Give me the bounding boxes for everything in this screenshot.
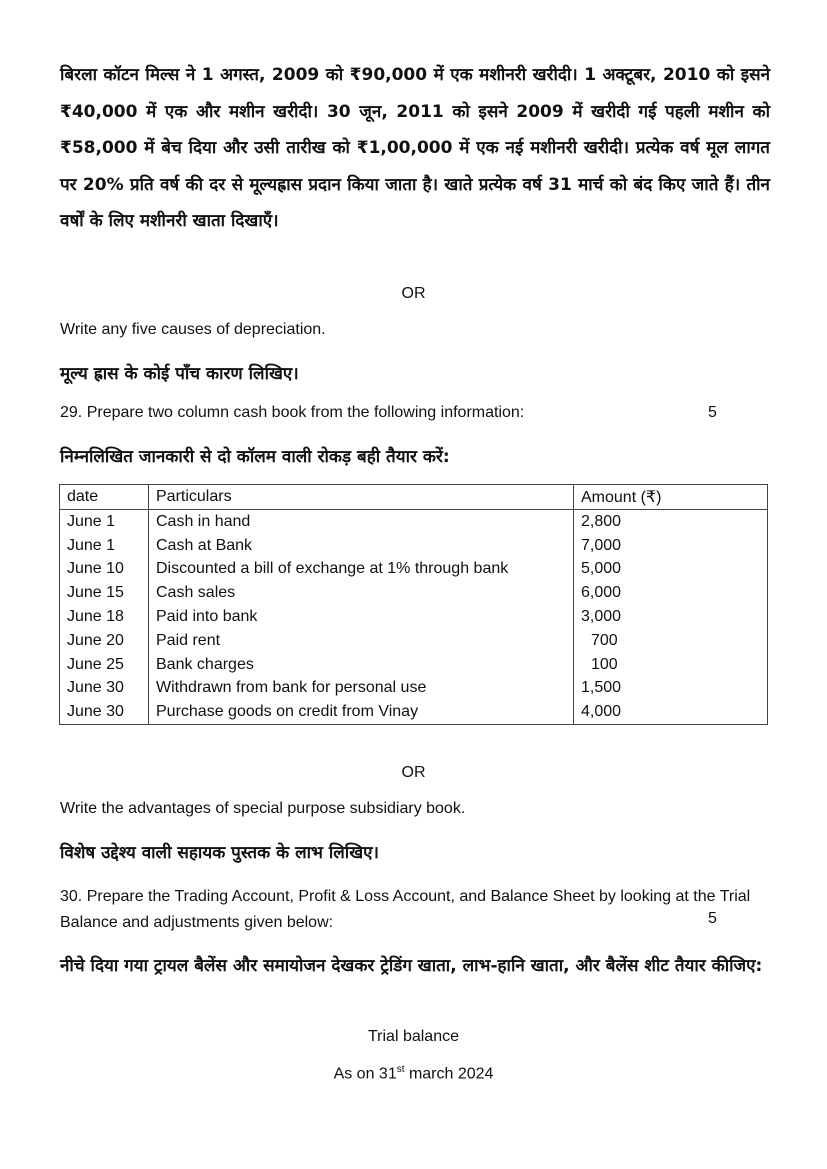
table-row: [60, 534, 768, 558]
or-separator-2: OR: [401, 764, 426, 781]
cash-transactions-table: [59, 484, 768, 725]
row-particulars: Cash sales: [149, 581, 574, 605]
row-amount: 1,500: [574, 677, 768, 701]
q29-hindi: निम्नलिखित जानकारी से दो कॉलम वाली रोकड़ बही तैयार करें:: [60, 447, 450, 467]
row-amount: 4,000: [574, 700, 768, 724]
row-particulars: Cash at Bank: [149, 534, 574, 558]
table-row: [60, 700, 768, 724]
header-date: date: [60, 485, 149, 510]
row-particulars: Paid into bank: [149, 605, 574, 629]
row-amount: 7,000: [574, 534, 768, 558]
table-row: [60, 510, 768, 534]
row-date: June 15: [60, 581, 149, 605]
row-date: June 18: [60, 605, 149, 629]
q30-english: 30. Prepare the Trading Account, Profit & Loss Account, and Balance Sheet by looking at the Trial Balance and adjustments given below:: [60, 888, 751, 931]
row-particulars: Paid rent: [149, 629, 574, 653]
row-amount-value: 700: [591, 631, 618, 649]
row-amount: [574, 629, 768, 653]
table-row: [60, 653, 768, 677]
table-header-row: [60, 485, 768, 510]
q29-marks: 5: [708, 404, 717, 421]
q28-alt-hindi: मूल्य ह्रास के कोई पाँच कारण लिखिए।: [60, 364, 299, 384]
row-date: June 1: [60, 510, 149, 534]
q28-hindi-text: बिरला कॉटन मिल्स ने 1 अगस्त, 2009 को ₹90,000 में एक मशीनरी खरीदी। 1 अक्टूबर, 2010 को इसने ₹40,000 में एक और मशीन खरीदी। 30 जून, 2011 को इसने 2009 में खरीदी गई पहली मशीन को ₹58,000 में बेच दिया और उसी तारीख को ₹1,00,000 में एक नई मशीनरी खरीदी। प्रत्येक वर्ष मूल लागत पर 20% प्रति वर्ष की दर से मूल्यह्रास प्रदान किया जाता है। खाते प्रत्येक वर्ष 31 मार्च को बंद किए जाते हैं। तीन वर्षों के लिए मशीनरी खाता दिखाएँ।: [60, 65, 770, 231]
table-row: [60, 581, 768, 605]
row-particulars: Discounted a bill of exchange at 1% through bank: [149, 558, 574, 582]
header-particulars: Particulars: [149, 485, 574, 510]
q29-alt-english: Write the advantages of special purpose subsidiary book.: [60, 800, 466, 817]
q29-english: 29. Prepare two column cash book from the following information:: [60, 404, 525, 421]
row-date: June 25: [60, 653, 149, 677]
or-separator-1: OR: [401, 285, 426, 302]
trial-balance-date: As on 31st march 2024: [333, 1064, 494, 1083]
q30-marks: 5: [708, 910, 717, 927]
row-particulars: Bank charges: [149, 653, 574, 677]
row-amount: 5,000: [574, 558, 768, 582]
table-row: [60, 629, 768, 653]
row-date: June 10: [60, 558, 149, 582]
row-particulars: Withdrawn from bank for personal use: [149, 677, 574, 701]
q28-alt-english: Write any five causes of depreciation.: [60, 321, 326, 338]
row-amount: 6,000: [574, 581, 768, 605]
q29-alt-hindi: विशेष उद्देश्य वाली सहायक पुस्तक के लाभ लिखिए।: [60, 843, 379, 863]
row-particulars: Cash in hand: [149, 510, 574, 534]
header-amount: Amount (₹): [574, 485, 768, 510]
row-amount: [574, 653, 768, 677]
trial-balance-title: Trial balance: [367, 1028, 459, 1045]
row-amount-value: 100: [591, 655, 618, 673]
row-date: June 1: [60, 534, 149, 558]
table-row: [60, 605, 768, 629]
row-date: June 20: [60, 629, 149, 653]
row-particulars: Purchase goods on credit from Vinay: [149, 700, 574, 724]
table-row: [60, 677, 768, 701]
table-row: [60, 558, 768, 582]
row-date: June 30: [60, 677, 149, 701]
row-amount: 2,800: [574, 510, 768, 534]
row-amount: 3,000: [574, 605, 768, 629]
row-date: June 30: [60, 700, 149, 724]
q30-hindi: नीचे दिया गया ट्रायल बैलेंस और समायोजन देखकर ट्रेडिंग खाता, लाभ-हानि खाता, और बैलेंस शीट तैयार कीजिए:: [60, 956, 763, 976]
